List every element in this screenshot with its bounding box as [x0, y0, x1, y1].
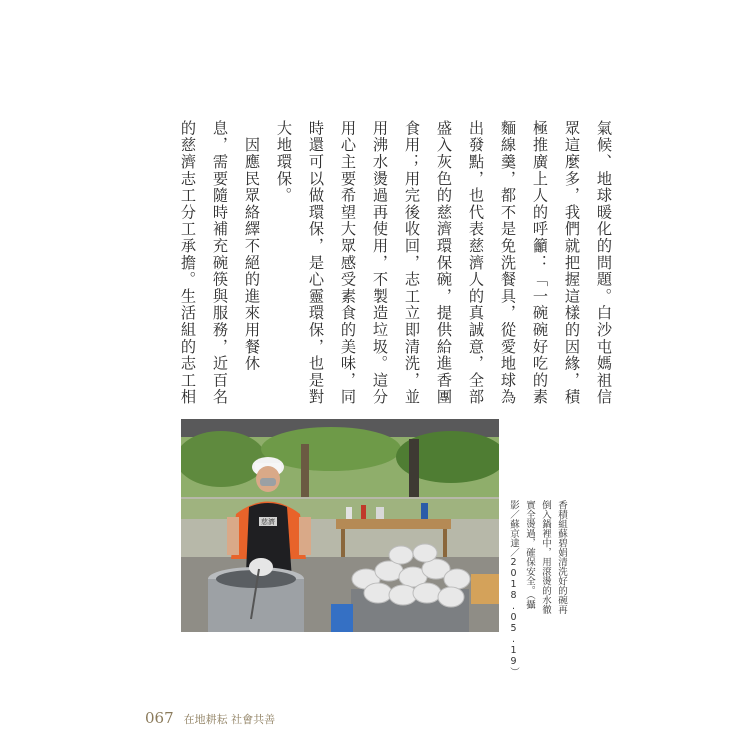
text-column: 息，需要隨時補充碗筷與服務，近百名	[211, 120, 229, 406]
text-column: 用沸水燙過再使用，不製造垃圾。這分	[371, 120, 389, 406]
text-column: 氣候、地球暖化的問題。白沙屯媽祖信	[595, 120, 613, 406]
text-column: 眾這麼多，我們就把握這樣的因緣，積	[563, 120, 581, 406]
caption-column: 影／蘇京達／2018.05.19）	[508, 500, 519, 677]
photo-volunteer-washing-bowls	[181, 419, 499, 632]
text-column: 麵線羹，都不是免洗餐具，從愛地球為	[499, 120, 517, 406]
text-column: 時還可以做環保，是心靈環保，也是對	[307, 120, 325, 406]
page-number: 067	[145, 709, 174, 727]
text-column: 用心主要希望大眾感受素食的美味，同	[339, 120, 357, 406]
photo-caption	[506, 500, 568, 677]
text-column: 食用；用完後收回，志工立即清洗，並	[403, 120, 421, 406]
text-column: 因應民眾絡繹不絕的進來用餐休	[243, 120, 261, 372]
text-column: 出發點，也代表慈濟人的真誠意，全部	[467, 120, 485, 406]
chapter-title: 在地耕耘 社會共善	[183, 713, 276, 726]
text-column: 極推廣上人的呼籲：「一碗碗好吃的素	[531, 120, 549, 406]
text-column: 盛入灰色的慈濟環保碗，提供給進香團	[435, 120, 453, 406]
page-footer	[145, 709, 275, 727]
apron-text: 慈濟	[261, 518, 275, 526]
text-column: 大地環保。	[275, 120, 293, 204]
caption-column: 實全燙過，確保安全。（攝	[524, 500, 535, 610]
caption-column: 倒入鍋裡中，用滾燙的水徹	[540, 500, 551, 614]
body-text	[176, 120, 616, 406]
text-column: 的慈濟志工分工承擔。生活組的志工相	[179, 120, 197, 406]
caption-column: 香積組蘇碧娟清洗好的碗再	[556, 500, 567, 614]
